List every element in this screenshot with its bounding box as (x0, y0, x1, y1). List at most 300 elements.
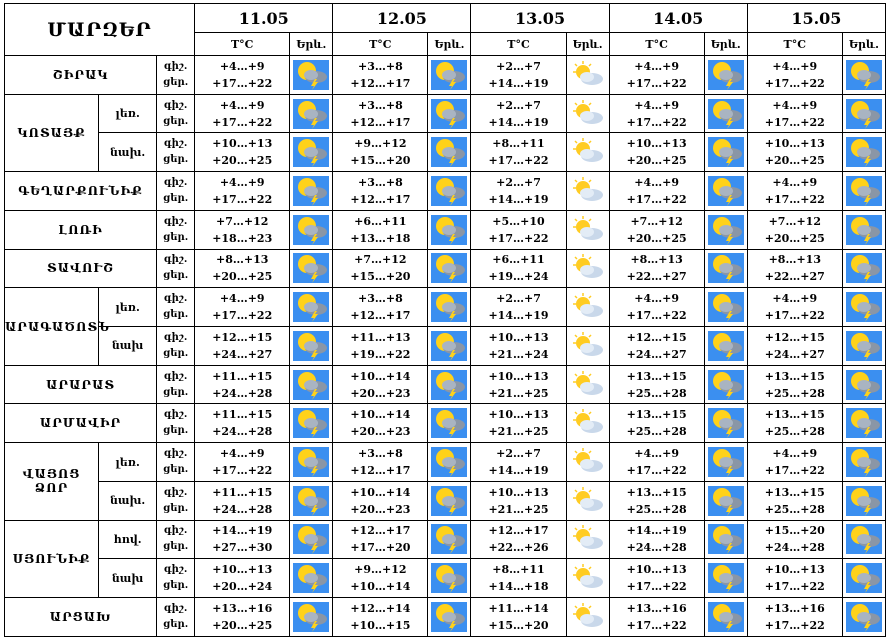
temperature-cell (333, 210, 428, 249)
period-labels (157, 288, 195, 327)
temperature-cell (609, 365, 704, 404)
sun-cloud-lightning-icon (846, 486, 882, 516)
weather-icon-cell (566, 249, 609, 288)
temperature-cell (609, 481, 704, 520)
night-temperature: +9…+12 (354, 563, 407, 577)
temperature-cell (747, 210, 842, 249)
sun-cloud-lightning-icon (708, 60, 744, 90)
night-temperature: +10…+14 (350, 408, 411, 422)
night-temperature: +3…+8 (357, 292, 403, 306)
night-temperature: +13…+15 (626, 408, 687, 422)
weather-header: Երև. (566, 33, 609, 56)
night-label: գիշ. (163, 486, 188, 498)
temperature-cell (471, 210, 566, 249)
day-temperature: +25…+28 (626, 386, 687, 400)
day-label: ցեր. (163, 76, 189, 88)
table-row (5, 481, 886, 520)
sun-cloud-icon (570, 524, 606, 554)
period-labels (157, 133, 195, 172)
day-temperature: +12…+17 (350, 464, 411, 478)
night-temperature: +10…+13 (488, 485, 549, 499)
sun-cloud-lightning-icon (431, 447, 467, 477)
weather-header: Երև. (842, 33, 885, 56)
weather-icon-cell (290, 443, 333, 482)
sun-cloud-lightning-icon (293, 331, 329, 361)
region-name: ԱՐԱԳԱԾՈՏՆ (5, 288, 99, 365)
night-temperature: +10…+14 (350, 369, 411, 383)
day-temperature: +24…+27 (212, 347, 273, 361)
night-label: գիշ. (163, 293, 188, 305)
temperature-cell (195, 172, 290, 211)
temperature-cell (333, 520, 428, 559)
temperature-cell (747, 481, 842, 520)
night-temperature: +10…+13 (488, 330, 549, 344)
day-temperature: +12…+17 (350, 309, 411, 323)
sub-zone-label: լեռ. (99, 443, 157, 482)
temperature-cell (195, 133, 290, 172)
period-labels (157, 559, 195, 598)
sun-cloud-lightning-icon (293, 447, 329, 477)
sun-cloud-lightning-icon (431, 215, 467, 245)
day-temperature: +17…+22 (212, 464, 273, 478)
weather-icon-cell (290, 520, 333, 559)
sun-cloud-lightning-icon (293, 602, 329, 632)
weather-icon-cell (290, 210, 333, 249)
region-name: ԱՐԱՐԱՏ (5, 365, 157, 404)
day-temperature: +14…+19 (488, 76, 549, 90)
night-temperature: +13…+15 (764, 485, 825, 499)
sun-cloud-lightning-icon (708, 99, 744, 129)
weather-icon-cell (290, 56, 333, 95)
weather-icon-cell (842, 559, 885, 598)
temperature-cell (195, 404, 290, 443)
weather-icon-cell (842, 404, 885, 443)
forecast-table (4, 3, 886, 637)
temperature-cell (747, 443, 842, 482)
weather-icon-cell (290, 559, 333, 598)
temperature-cell (609, 520, 704, 559)
night-temperature: +8…+13 (630, 253, 683, 267)
temperature-cell (195, 288, 290, 327)
night-temperature: +2…+7 (496, 176, 541, 190)
date-header: 15.05 (747, 4, 885, 33)
sun-cloud-lightning-icon (846, 331, 882, 361)
day-label: ցեր. (163, 502, 189, 514)
weather-icon-cell (566, 365, 609, 404)
sun-cloud-icon (570, 602, 606, 632)
night-temperature: +12…+14 (350, 602, 411, 616)
weather-header: Երև. (428, 33, 471, 56)
sun-cloud-lightning-icon (431, 292, 467, 322)
weather-icon-cell (842, 288, 885, 327)
temp-header: T°C (747, 33, 842, 56)
temperature-cell (195, 210, 290, 249)
sun-cloud-lightning-icon (431, 563, 467, 593)
sun-cloud-lightning-icon (708, 408, 744, 438)
temperature-cell (609, 133, 704, 172)
day-temperature: +21…+25 (488, 502, 549, 516)
temperature-cell (195, 249, 290, 288)
weather-icon-cell (842, 172, 885, 211)
weather-icon-cell (566, 133, 609, 172)
night-temperature: +13…+16 (212, 602, 273, 616)
night-temperature: +6…+11 (354, 214, 407, 228)
weather-icon-cell (704, 365, 747, 404)
day-temperature: +10…+14 (350, 580, 411, 594)
night-temperature: +3…+8 (357, 447, 403, 461)
temperature-cell (747, 598, 842, 637)
night-temperature: +8…+13 (216, 253, 269, 267)
sun-cloud-lightning-icon (431, 370, 467, 400)
night-temperature: +4…+9 (219, 98, 265, 112)
temperature-cell (609, 288, 704, 327)
night-temperature: +8…+13 (768, 253, 821, 267)
temperature-cell (609, 559, 704, 598)
day-temperature: +20…+23 (350, 502, 411, 516)
temp-header: T°C (471, 33, 566, 56)
day-temperature: +20…+25 (764, 231, 825, 245)
date-header: 11.05 (195, 4, 333, 33)
night-temperature: +10…+13 (626, 563, 687, 577)
day-temperature: +17…+22 (764, 309, 825, 323)
sub-zone-label: նախ. (99, 481, 157, 520)
period-labels (157, 210, 195, 249)
night-temperature: +12…+17 (488, 524, 549, 538)
sun-cloud-lightning-icon (846, 253, 882, 283)
night-temperature: +12…+15 (626, 330, 687, 344)
table-row (5, 56, 886, 95)
night-temperature: +11…+15 (212, 408, 273, 422)
weather-header: Երև. (704, 33, 747, 56)
temperature-cell (333, 481, 428, 520)
period-labels (157, 56, 195, 95)
night-temperature: +4…+9 (772, 292, 818, 306)
date-header: 12.05 (333, 4, 471, 33)
sun-cloud-lightning-icon (293, 563, 329, 593)
temperature-cell (471, 327, 566, 366)
night-label: գիշ. (163, 525, 188, 537)
sub-zone-label: նախ (99, 327, 157, 366)
day-temperature: +24…+28 (212, 425, 273, 439)
day-label: ցեր. (163, 347, 189, 359)
weather-icon-cell (704, 520, 747, 559)
day-temperature: +17…+22 (626, 115, 687, 129)
weather-icon-cell (566, 598, 609, 637)
night-temperature: +10…+13 (212, 563, 273, 577)
weather-icon-cell (290, 172, 333, 211)
period-labels (157, 404, 195, 443)
weather-icon-cell (566, 94, 609, 133)
day-temperature: +20…+25 (212, 270, 273, 284)
weather-icon-cell (842, 365, 885, 404)
day-temperature: +22…+27 (764, 270, 825, 284)
temperature-cell (609, 327, 704, 366)
day-temperature: +17…+22 (626, 580, 687, 594)
table-row (5, 172, 886, 211)
sun-cloud-icon (570, 370, 606, 400)
temperature-cell (747, 327, 842, 366)
night-temperature: +11…+15 (212, 369, 273, 383)
night-temperature: +13…+15 (626, 485, 687, 499)
day-label: ցեր. (163, 309, 189, 321)
weather-icon-cell (290, 481, 333, 520)
temperature-cell (333, 443, 428, 482)
temperature-cell (747, 94, 842, 133)
region-name: ՏԱՎՈՒՇ (5, 249, 157, 288)
night-temperature: +3…+8 (357, 176, 403, 190)
temperature-cell (747, 559, 842, 598)
weather-icon-cell (290, 94, 333, 133)
temperature-cell (471, 249, 566, 288)
table-row (5, 133, 886, 172)
sun-cloud-lightning-icon (431, 99, 467, 129)
table-row (5, 94, 886, 133)
day-temperature: +20…+23 (350, 386, 411, 400)
sun-cloud-lightning-icon (431, 176, 467, 206)
day-temperature: +27…+30 (212, 541, 273, 555)
sun-cloud-lightning-icon (708, 447, 744, 477)
day-temperature: +12…+17 (350, 115, 411, 129)
sun-cloud-lightning-icon (846, 292, 882, 322)
day-temperature: +17…+22 (212, 76, 273, 90)
day-temperature: +20…+25 (626, 154, 687, 168)
sun-cloud-lightning-icon (846, 99, 882, 129)
night-temperature: +8…+11 (492, 137, 545, 151)
temperature-cell (747, 56, 842, 95)
table-row (5, 327, 886, 366)
temperature-cell (333, 249, 428, 288)
day-temperature: +12…+17 (350, 193, 411, 207)
temperature-cell (333, 327, 428, 366)
region-name: ՇԻՐԱԿ (5, 56, 157, 95)
temperature-cell (471, 365, 566, 404)
period-labels (157, 481, 195, 520)
day-label: ցեր. (163, 231, 189, 243)
region-name: ԳԵՂԱՐՔՈՒՆԻՔ (5, 172, 157, 211)
sun-cloud-lightning-icon (846, 215, 882, 245)
temperature-cell (195, 365, 290, 404)
weather-icon-cell (290, 365, 333, 404)
day-temperature: +24…+28 (212, 386, 273, 400)
day-temperature: +21…+25 (488, 386, 549, 400)
weather-icon-cell (704, 172, 747, 211)
weather-icon-cell (842, 481, 885, 520)
day-label: ցեր. (163, 464, 189, 476)
table-row (5, 249, 886, 288)
temperature-cell (609, 249, 704, 288)
night-temperature: +10…+13 (626, 137, 687, 151)
sun-cloud-lightning-icon (846, 60, 882, 90)
weather-icon-cell (290, 249, 333, 288)
night-temperature: +12…+15 (212, 330, 273, 344)
night-temperature: +3…+8 (357, 98, 403, 112)
table-row (5, 404, 886, 443)
day-temperature: +14…+18 (488, 580, 549, 594)
night-temperature: +4…+9 (634, 292, 680, 306)
sun-cloud-lightning-icon (708, 370, 744, 400)
sun-cloud-lightning-icon (431, 253, 467, 283)
day-temperature: +21…+24 (488, 347, 549, 361)
night-label: գիշ. (163, 177, 188, 189)
table-row (5, 520, 886, 559)
temperature-cell (609, 598, 704, 637)
temperature-cell (609, 56, 704, 95)
sun-cloud-icon (570, 253, 606, 283)
table-title: ՄԱՐԶԵՐ (5, 4, 195, 56)
weather-icon-cell (842, 133, 885, 172)
temperature-cell (747, 288, 842, 327)
weather-icon-cell (566, 559, 609, 598)
temperature-cell (195, 520, 290, 559)
weather-icon-cell (704, 210, 747, 249)
date-header: 13.05 (471, 4, 609, 33)
night-temperature: +11…+15 (212, 485, 273, 499)
sun-cloud-lightning-icon (293, 524, 329, 554)
night-temperature: +6…+11 (492, 253, 545, 267)
weather-icon-cell (704, 327, 747, 366)
day-temperature: +17…+22 (764, 115, 825, 129)
table-row (5, 443, 886, 482)
table-row (5, 559, 886, 598)
day-temperature: +20…+25 (212, 619, 273, 633)
day-temperature: +21…+25 (488, 425, 549, 439)
weather-icon-cell (428, 481, 471, 520)
sun-cloud-lightning-icon (708, 524, 744, 554)
temperature-cell (609, 443, 704, 482)
weather-icon-cell (290, 133, 333, 172)
forecast-body (5, 56, 886, 637)
weather-icon-cell (428, 210, 471, 249)
day-temperature: +24…+28 (212, 502, 273, 516)
temperature-cell (609, 404, 704, 443)
sub-zone-label: հով. (99, 520, 157, 559)
sun-cloud-lightning-icon (846, 137, 882, 167)
temperature-cell (195, 56, 290, 95)
period-labels (157, 443, 195, 482)
night-temperature: +10…+13 (764, 137, 825, 151)
sun-cloud-icon (570, 331, 606, 361)
temperature-cell (195, 327, 290, 366)
sun-cloud-lightning-icon (708, 292, 744, 322)
day-temperature: +19…+22 (350, 347, 411, 361)
temperature-cell (333, 172, 428, 211)
table-row (5, 598, 886, 637)
day-label: ցեր. (163, 425, 189, 437)
weather-icon-cell (842, 520, 885, 559)
date-header: 14.05 (609, 4, 747, 33)
night-temperature: +14…+19 (626, 524, 687, 538)
temperature-cell (195, 598, 290, 637)
period-labels (157, 327, 195, 366)
weather-icon-cell (290, 288, 333, 327)
weather-icon-cell (428, 404, 471, 443)
day-temperature: +15…+20 (488, 619, 549, 633)
day-temperature: +17…+22 (212, 115, 273, 129)
sun-cloud-lightning-icon (431, 331, 467, 361)
period-labels (157, 94, 195, 133)
night-temperature: +4…+9 (772, 447, 818, 461)
night-label: գիշ. (163, 564, 188, 576)
temp-header: T°C (195, 33, 290, 56)
sun-cloud-lightning-icon (293, 292, 329, 322)
day-temperature: +17…+22 (764, 580, 825, 594)
night-temperature: +4…+9 (219, 447, 265, 461)
temperature-cell (195, 559, 290, 598)
weather-icon-cell (428, 172, 471, 211)
day-temperature: +15…+20 (350, 270, 411, 284)
temperature-cell (195, 443, 290, 482)
temperature-cell (609, 94, 704, 133)
night-label: գիշ. (163, 254, 188, 266)
period-labels (157, 172, 195, 211)
day-label: ցեր. (163, 270, 189, 282)
night-temperature: +4…+9 (219, 59, 265, 73)
weather-icon-cell (290, 404, 333, 443)
temperature-cell (333, 559, 428, 598)
day-temperature: +25…+28 (764, 502, 825, 516)
temperature-cell (609, 172, 704, 211)
day-temperature: +19…+24 (488, 270, 549, 284)
night-temperature: +4…+9 (219, 292, 265, 306)
weather-icon-cell (428, 365, 471, 404)
night-temperature: +4…+9 (634, 176, 680, 190)
sub-zone-label: լեռ. (99, 94, 157, 133)
night-temperature: +2…+7 (496, 447, 541, 461)
sun-cloud-lightning-icon (293, 99, 329, 129)
day-temperature: +24…+28 (764, 541, 825, 555)
night-label: գիշ. (163, 409, 188, 421)
day-temperature: +17…+22 (488, 154, 549, 168)
night-temperature: +2…+7 (496, 292, 541, 306)
day-temperature: +17…+22 (764, 464, 825, 478)
night-temperature: +3…+8 (357, 59, 403, 73)
table-row (5, 210, 886, 249)
day-temperature: +20…+25 (764, 154, 825, 168)
sun-cloud-lightning-icon (846, 408, 882, 438)
day-temperature: +14…+19 (488, 464, 549, 478)
weather-icon-cell (566, 288, 609, 327)
night-temperature: +4…+9 (772, 98, 818, 112)
day-temperature: +17…+20 (350, 541, 411, 555)
sun-cloud-lightning-icon (846, 563, 882, 593)
period-labels (157, 520, 195, 559)
sun-cloud-lightning-icon (846, 370, 882, 400)
day-temperature: +14…+19 (488, 309, 549, 323)
temperature-cell (747, 365, 842, 404)
temperature-cell (471, 404, 566, 443)
temperature-cell (747, 249, 842, 288)
weather-icon-cell (704, 481, 747, 520)
night-temperature: +7…+12 (216, 214, 269, 228)
weather-icon-cell (566, 481, 609, 520)
sun-cloud-lightning-icon (846, 602, 882, 632)
night-temperature: +9…+12 (354, 137, 407, 151)
sun-cloud-lightning-icon (431, 602, 467, 632)
night-label: գիշ. (163, 448, 188, 460)
night-temperature: +10…+13 (488, 369, 549, 383)
night-label: գիշ. (163, 331, 188, 343)
weather-icon-cell (704, 443, 747, 482)
sun-cloud-lightning-icon (708, 602, 744, 632)
sun-cloud-lightning-icon (431, 60, 467, 90)
weather-icon-cell (428, 133, 471, 172)
night-label: գիշ. (163, 215, 188, 227)
day-temperature: +17…+22 (212, 309, 273, 323)
day-temperature: +17…+22 (212, 193, 273, 207)
sun-cloud-lightning-icon (431, 137, 467, 167)
weather-icon-cell (566, 327, 609, 366)
sun-cloud-lightning-icon (708, 137, 744, 167)
